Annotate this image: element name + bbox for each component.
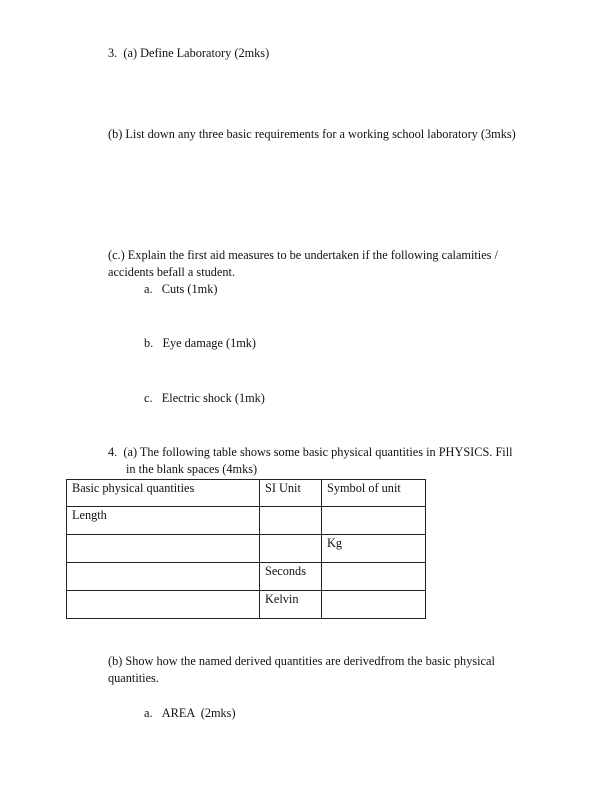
table-cell: Kg — [322, 535, 426, 563]
physical-quantities-table — [66, 479, 426, 619]
q4-part-b-line2: quantities. — [108, 671, 159, 685]
q3-part-c-line2: accidents befall a student. — [108, 265, 236, 279]
list-item-text: AREA (2mks) — [161, 706, 236, 720]
q4-part-b-line1: (b) Show how the named derived quantities are derivedfrom the basic physical — [108, 654, 495, 668]
q3-part-b: (b) List down any three basic requirements for a working school laboratory (3mks) — [108, 127, 516, 141]
table-cell — [322, 507, 426, 535]
table-row — [67, 507, 426, 535]
list-item — [144, 281, 217, 298]
table-cell: Seconds — [260, 563, 322, 591]
q4-part-a-line2: in the blank spaces (4mks) — [126, 462, 258, 476]
list-marker: a. — [144, 282, 153, 296]
q4-part-a-line1: (a) The following table shows some basic physical quantities in PHYSICS. Fill — [123, 445, 513, 459]
q3-heading — [108, 45, 269, 62]
table-cell: Length — [67, 507, 260, 535]
list-item-text: Eye damage (1mk) — [162, 336, 257, 350]
q3-number: 3. — [108, 46, 118, 60]
table-row — [67, 591, 426, 619]
table-row — [67, 535, 426, 563]
table-header-cell: Symbol of unit — [322, 480, 426, 507]
list-marker: b. — [144, 336, 154, 350]
list-item-text: Electric shock (1mk) — [161, 391, 265, 405]
q3-part-a: (a) Define Laboratory (2mks) — [123, 46, 270, 60]
table-header-cell: SI Unit — [260, 480, 322, 507]
table-cell — [260, 535, 322, 563]
table-cell — [260, 507, 322, 535]
list-item — [144, 705, 236, 722]
table-row — [67, 563, 426, 591]
table-header-cell: Basic physical quantities — [67, 480, 260, 507]
table-cell — [67, 535, 260, 563]
list-marker: a. — [144, 706, 153, 720]
q4-heading — [108, 444, 513, 461]
list-item — [144, 335, 256, 352]
table-header-row — [67, 480, 426, 507]
table-cell — [67, 563, 260, 591]
list-item-text: Cuts (1mk) — [161, 282, 218, 296]
list-item — [144, 390, 265, 407]
list-marker: c. — [144, 391, 153, 405]
table-cell — [322, 591, 426, 619]
q4-number: 4. — [108, 445, 118, 459]
table-cell — [67, 591, 260, 619]
table-cell — [322, 563, 426, 591]
q3-part-c-line1: (c.) Explain the first aid measures to be undertaken if the following calamities / — [108, 248, 498, 262]
table-cell: Kelvin — [260, 591, 322, 619]
